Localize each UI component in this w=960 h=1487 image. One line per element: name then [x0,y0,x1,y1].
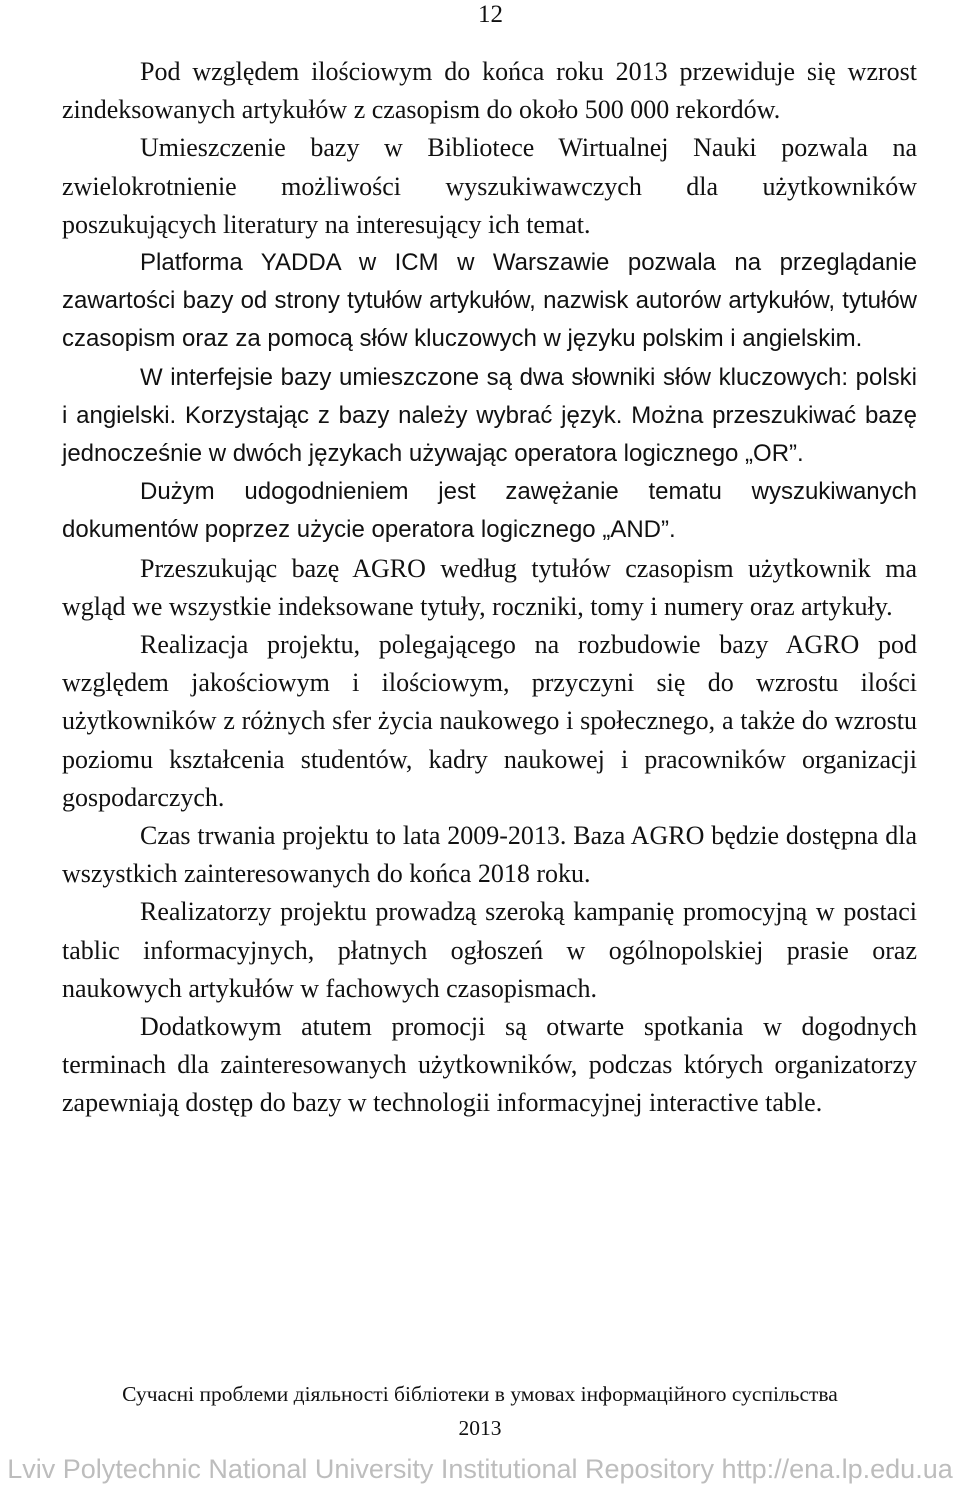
paragraph-promotion-campaign: Realizatorzy projektu prowadzą szeroką kampanię promocyjną w postaci tablic informacyjnych, płatnych ogłoszeń w ogólnopolskiej prasie oraz naukowych artykułów w fachowych czasopismach. [62,897,917,1003]
paragraph-quantity-forecast: Pod względem ilościowym do końca roku 2013 przewiduje się wzrost zindeksowanych artykułów z czasopism do około 500 000 rekordów. [62,57,917,125]
footer-year: 2013 [458,1416,502,1440]
paragraph-project-realization: Realizacja projektu, polegającego na rozbudowie bazy AGRO pod względem jakościowym i ilościowym, przyczyni się do wzrostu ilości użytkowników z różnych sfer życia naukowego i społecznego, a także do wzrostu poziomu kształcenia studentów, kadry naukowej i pracowników organizacji gospodarczych. [62,630,917,812]
paragraph-and-operator: Dużym udogodnieniem jest zawężanie tematu wyszukiwanych dokumentów poprzez użycie operatora logicznego „AND”. [62,478,917,544]
paragraph-project-duration: Czas trwania projektu to lata 2009-2013. Baza AGRO będzie dostępna dla wszystkich zainteresowanych do końca 2018 roku. [62,821,917,889]
page-footer [0,1377,960,1445]
paragraph-virtual-library: Umieszczenie bazy w Bibliotece Wirtualnej Nauki pozwala na zwielokrotnienie możliwości wyszukiwawczych dla użytkowników poszukujących literatury na interesujący ich temat. [62,133,917,239]
page-number: 12 [478,1,503,28]
paragraph-meetings: Dodatkowym atutem promocji są otwarte spotkania w dogodnych terminach dla zainteresowanych użytkowników, podczas których organizatorzy zapewniają dostęp do bazy w technologii informacyjnej interactive table. [62,1012,917,1118]
paragraph-yadda-platform: Platforma YADDA w ICM w Warszawie pozwala na przeglądanie zawartości bazy od strony tytułów artykułów, nazwisk autorów artykułów, tytułów czasopism oraz za pomocą słów kluczowych w języku polskim i angielskim. [62,249,917,353]
footer-title: Сучасні проблеми діяльності бібліотеки в умовах інформаційного суспільства [122,1382,838,1406]
document-body [62,53,917,1123]
paragraph-agro-search: Przeszukując bazę AGRO według tytułów czasopism użytkownik ma wgląd we wszystkie indeksowane tytuły, roczniki, tomy i numery oraz artykuły. [62,553,917,621]
paragraph-interface-dictionaries: W interfejsie bazy umieszczone są dwa słowniki słów kluczowych: polski i angielski. Korzystając z bazy należy wybrać język. Można przeszukiwać bazę jednocześnie w dwóch językach używając operatora logicznego „OR”. [62,363,917,468]
repository-watermark: Lviv Polytechnic National University Institutional Repository http://ena.lp.edu.ua [7,1454,953,1484]
